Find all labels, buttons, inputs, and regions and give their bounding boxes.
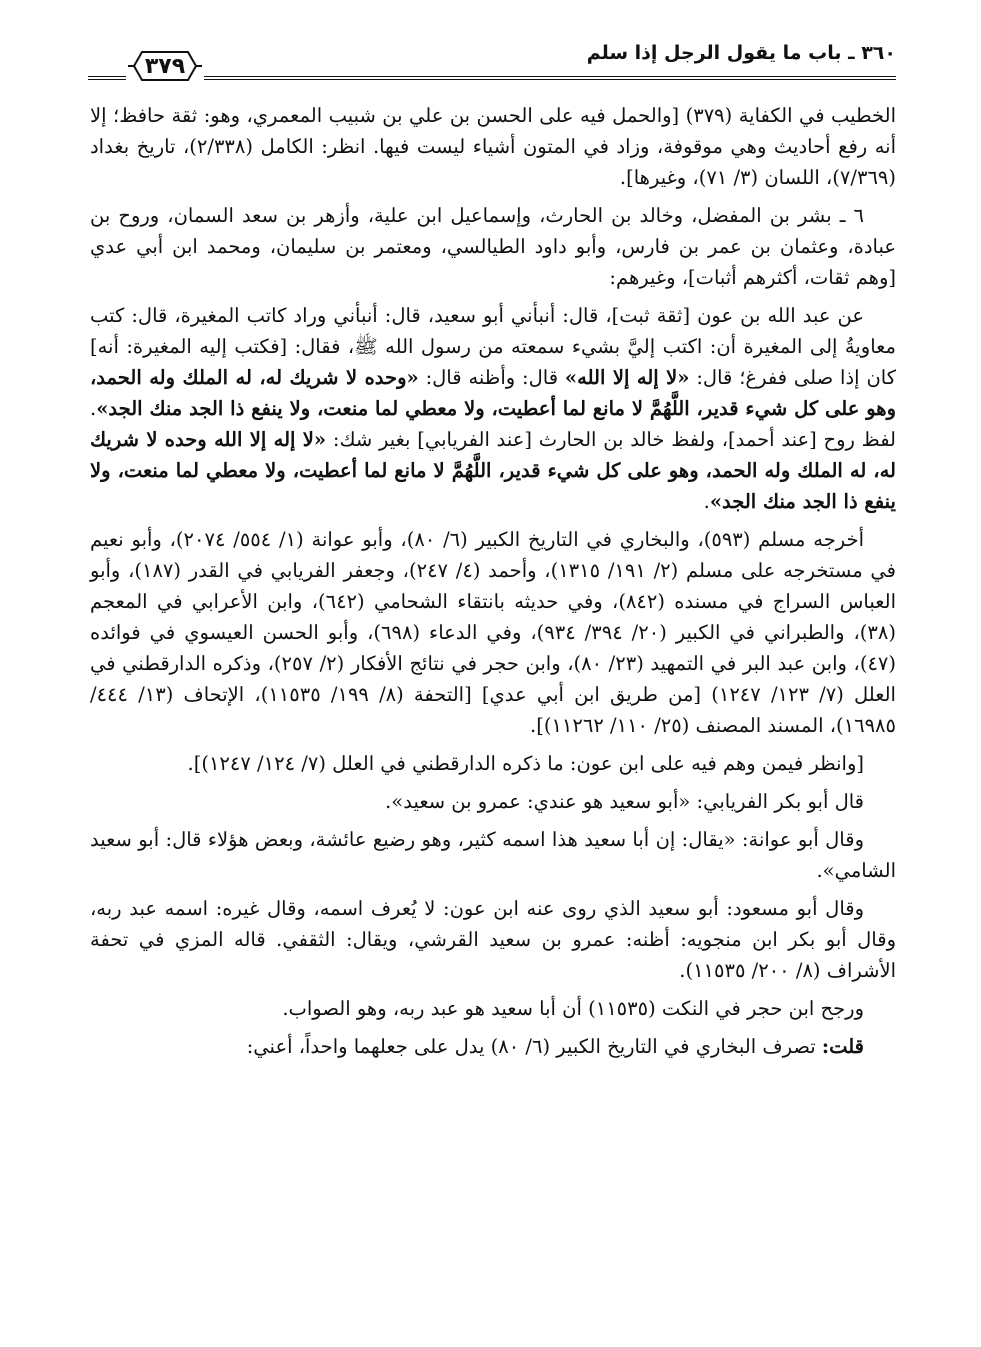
- text-segment: وقال أبو عوانة: «يقال: إن أبا سعيد هذا اسمه كثير، وهو رضيع عائشة، وبعض هؤلاء قال: أبو سعيد الشامي».: [90, 828, 896, 882]
- text-segment: عن عبد الله بن عون [ثقة ثبت]، قال: أنبأني أبو سعيد، قال: أنبأني وراد كاتب المغيرة، قال: كتب معاويةُ إلى المغيرة أن: اكتب إليَّ بشيء سمعته من رسول الله ﷺ، فقال: [فكتب إليه المغيرة: أنه] كان إذا صلى ففرغ؛ قال:: [90, 304, 896, 389]
- paragraph-p1: [90, 100, 896, 193]
- bold-text-segment: «وحده لا شريك له، له الملك وله الحمد، وهو على كل شيء قدير، اللَّهُمَّ لا مانع لما أعطيت، ولا معطي لما منعت، ولا ينفع ذا الجد منك الجد»: [90, 366, 896, 420]
- paragraph-p7: [90, 824, 896, 886]
- text-segment: قال: وأظنه قال:: [418, 366, 565, 389]
- bold-text-segment: «لا إله إلا الله»: [564, 366, 690, 389]
- text-segment: قال أبو بكر الفريابي: «أبو سعيد هو عندي: عمرو بن سعيد».: [385, 790, 864, 813]
- paragraph-p10: [90, 1031, 896, 1062]
- chapter-title: ٣٦٠ ـ باب ما يقول الرجل إذا سلم: [586, 42, 896, 64]
- text-segment: [وانظر فيمن وهم فيه على ابن عون: ما ذكره الدارقطني في العلل (٧/ ١٢٤/ ١٢٤٧)].: [187, 752, 864, 775]
- paragraph-p3: [90, 300, 896, 517]
- paragraph-p8: [90, 893, 896, 986]
- header-rule: [88, 76, 896, 80]
- text-segment: . لفظ روح [عند أحمد]، ولفظ خالد بن الحارث [عند الفريابي] بغير شك:: [90, 397, 896, 451]
- text-segment: أخرجه مسلم (٥٩٣)، والبخاري في التاريخ الكبير (٦/ ٨٠)، وأبو عوانة (١/ ٥٥٤/ ٢٠٧٤)، وأبو نعيم في مستخرجه على مسلم (٢/ ١٩١/ ١٣١٥)، وأحمد (٤/ ٢٤٧)، وجعفر الفريابي في القدر (١٨٧)، وأبو العباس السراج في مسنده (٨٤٢)، وفي حديثه بانتقاء الشحامي (٦٤٢)، وابن الأعرابي في المعجم (٣٨)، والطبراني في الكبير (٢٠/ ٣٩٤/ ٩٣٤)، وفي الدعاء (٦٩٨)، وأبو الحسن العيسوي في فوائده (٤٧)، وابن عبد البر في التمهيد (٢٣/ ٨٠)، وابن حجر في نتائج الأفكار (٢/ ٢٥٧)، وذكره الدارقطني في العلل (٧/ ١٢٣/ ١٢٤٧) [من طريق ابن أبي عدي] [التحفة (٨/ ١٩٩/ ١١٥٣٥)، الإتحاف (١٣/ ٤٤٤/ ١٦٩٨٥)، المسند المصنف (٢٥/ ١١٠/ ١١٢٦٢)].: [90, 528, 897, 737]
- bold-text-segment: «لا إله إلا الله وحده لا شريك له، له الملك وله الحمد، وهو على كل شيء قدير، اللَّهُمَّ لا مانع لما أعطيت، ولا معطي لما منعت، ولا ينفع ذا الجد منك الجد»: [90, 428, 896, 513]
- text-segment: الخطيب في الكفاية (٣٧٩) [والحمل فيه على الحسن بن علي بن شبيب المعمري، وهو: ثقة حافظ؛ إلا أنه رفع أحاديث وهي موقوفة، وزاد في المتون أشياء ليست فيها. انظر: الكامل (٢/٣٣٨)، تاريخ بغداد (٧/٣٦٩)، اللسان (٣/ ٧١)، وغيرها].: [90, 104, 896, 189]
- paragraph-p4: [90, 524, 896, 741]
- paragraph-p9: [90, 993, 896, 1024]
- text-segment: وقال أبو مسعود: أبو سعيد الذي روى عنه ابن عون: لا يُعرف اسمه، وقال غيره: اسمه عبد ربه، وقال أبو بكر ابن منجويه: أظنه: عمرو بن سعيد القرشي، ويقال: الثقفي. قاله المزي في تحفة الأشراف (٨/ ٢٠٠/ ١١٥٣٥).: [90, 897, 896, 982]
- paragraph-p2: [90, 200, 896, 293]
- text-segment: .: [703, 490, 710, 513]
- page-number: ٣٧٩: [144, 53, 186, 79]
- paragraph-p6: [90, 786, 896, 817]
- text-segment: تصرف البخاري في التاريخ الكبير (٦/ ٨٠) يدل على جعلهما واحداً، أعني:: [246, 1035, 822, 1058]
- page-number-badge: [126, 46, 204, 86]
- page-body: [90, 100, 896, 1069]
- page-header: [88, 34, 896, 90]
- paragraph-p5: [90, 748, 896, 779]
- text-segment: ورجح ابن حجر في النكت (١١٥٣٥) أن أبا سعيد هو عبد ربه، وهو الصواب.: [282, 997, 864, 1020]
- bold-text-segment: قلت:: [821, 1035, 864, 1058]
- text-segment: ٦ ـ بشر بن المفضل، وخالد بن الحارث، وإسماعيل ابن علية، وأزهر بن سعد السمان، وروح بن عبادة، وعثمان بن عمر بن فارس، وأبو داود الطيالسي، ومعتمر بن سليمان، ومحمد ابن أبي عدي [وهم ثقات، أكثرهم أثبات]، وغيرهم:: [90, 204, 896, 289]
